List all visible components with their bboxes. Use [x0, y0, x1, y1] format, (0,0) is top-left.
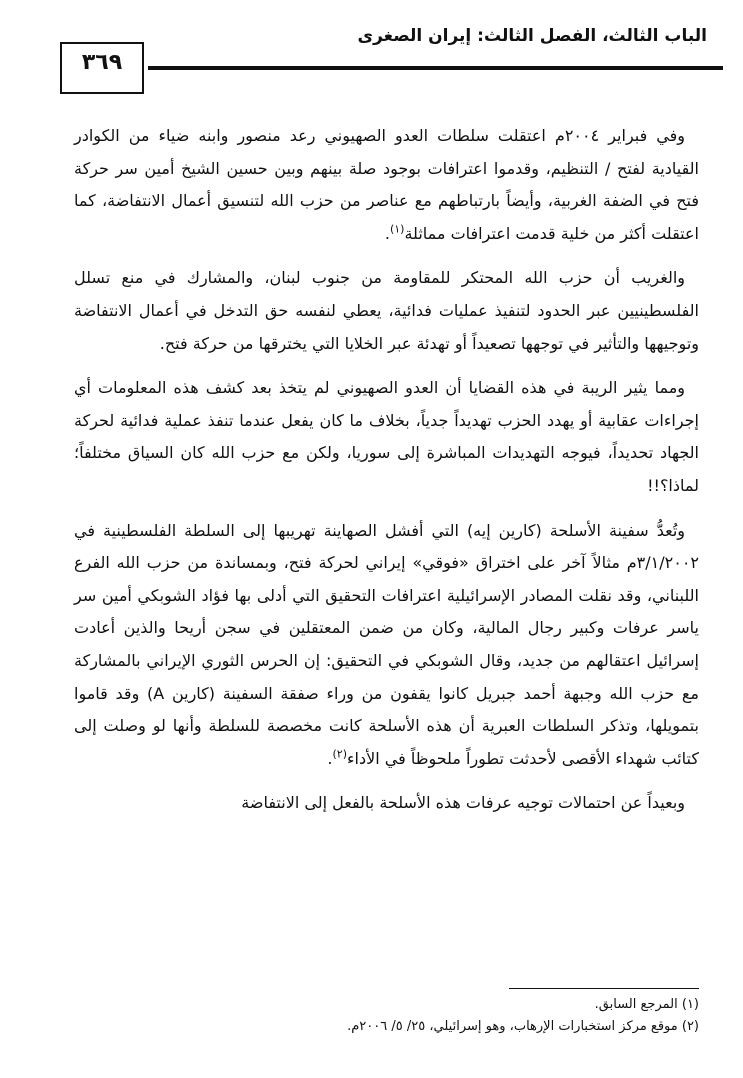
footnote-ref: (٢) — [332, 747, 348, 761]
body-text — [74, 120, 699, 832]
paragraph-text: وفي فبراير ٢٠٠٤م اعتقلت سلطات العدو الصهيوني رعد منصور وابنه ضياء من الكوادر القيادية لفتح / التنظيم، وقدموا اعترافات بوجود صلة بينهم وبين حسين الشيخ أمين سر حركة فتح في الضفة الغربية، وأيضاً بارتباطهم مع عناصر من حزب الله لتنسيق أعمال الانتفاضة، كما اعتقلت أكثر من خلية قدمت اعترافات مماثلة — [74, 126, 699, 243]
paragraph — [74, 120, 699, 250]
paragraph-text: والغريب أن حزب الله المحتكر للمقاومة من جنوب لبنان، والمشارك في منع تسلل الفلسطينيين عبر الحدود لتنفيذ عمليات فدائية، يعطي لنفسه حق التدخل في أعمال الانتفاضة وتوجيهها والتأثير في توجهها تصعيداً أو تهدئة عبر الخلايا التي يخترقها من حركة فتح. — [74, 268, 699, 353]
page-number: ٣٦٩ — [62, 50, 142, 75]
footnote: (٢) موقع مركز استخبارات الإرهاب، وهو إسرائيلي، ٢٥/ ٥/ ٢٠٠٦م. — [347, 1019, 699, 1034]
paragraph — [74, 262, 699, 360]
paragraph-text: وتُعدُّ سفينة الأسلحة (كارين إيه) التي أفشل الصهاينة تهريبها إلى السلطة الفلسطينية في ٣/١/٢٠٠٢م مثالاً آخر على اختراق «فوقي» إيراني لحركة فتح، وبمساندة من حزب الله الفرع اللبناني، وقد نقلت المصادر الإسرائيلية اعترافات التحقيق التي أدلى بها فؤاد الشوبكي أمين سر ياسر عرفات وكبير رجال المالية، وكان من ضمن المعتقلين في سجن أريحا والذين أعادت إسرائيل اعتقالهم من جديد، وقال الشوبكي في التحقيق: إن الحرس الثوري الإيراني بالمشاركة مع حزب الله وجبهة أحمد جبريل كانوا يقفون من وراء صفقة السفينة (كارين A) وقد قاموا بتمويلها، وتذكر السلطات العبرية أن هذه الأسلحة كانت مخصصة للسلطة وأنها لو وصلت إلى كتائب شهداء الأقصى لأحدثت تطوراً ملحوظاً في الأداء — [74, 520, 699, 768]
footnote: (١) المرجع السابق. — [594, 997, 699, 1012]
paragraph — [74, 372, 699, 502]
running-header-title: الباب الثالث، الفصل الثالث: إيران الصغرى — [357, 26, 707, 46]
paragraph-end: . — [384, 223, 390, 243]
header-rule — [148, 66, 723, 70]
paragraph-text: وبعيداً عن احتمالات توجيه عرفات هذه الأسلحة بالفعل إلى الانتفاضة — [241, 793, 685, 813]
paragraph — [74, 787, 699, 820]
paragraph-text: ومما يثير الريبة في هذه القضايا أن العدو الصهيوني لم يتخذ بعد كشف هذه المعلومات أي إجراءات عقابية أو يهدد الحزب تهديداً جدياً، بخلاف ما كان يفعل عندما تنفذ عملية فدائية لحركة الجهاد تحديداً، فيوجه التهديدات المباشرة إلى سوريا، ولكن مع حزب الله كان السياق مختلفاً؛ لماذا؟!! — [74, 378, 699, 495]
paragraph-end: . — [327, 748, 333, 768]
footnote-rule — [509, 988, 699, 989]
paragraph — [74, 515, 699, 776]
footnote-ref: (١) — [389, 222, 405, 236]
footnotes — [74, 994, 699, 1038]
